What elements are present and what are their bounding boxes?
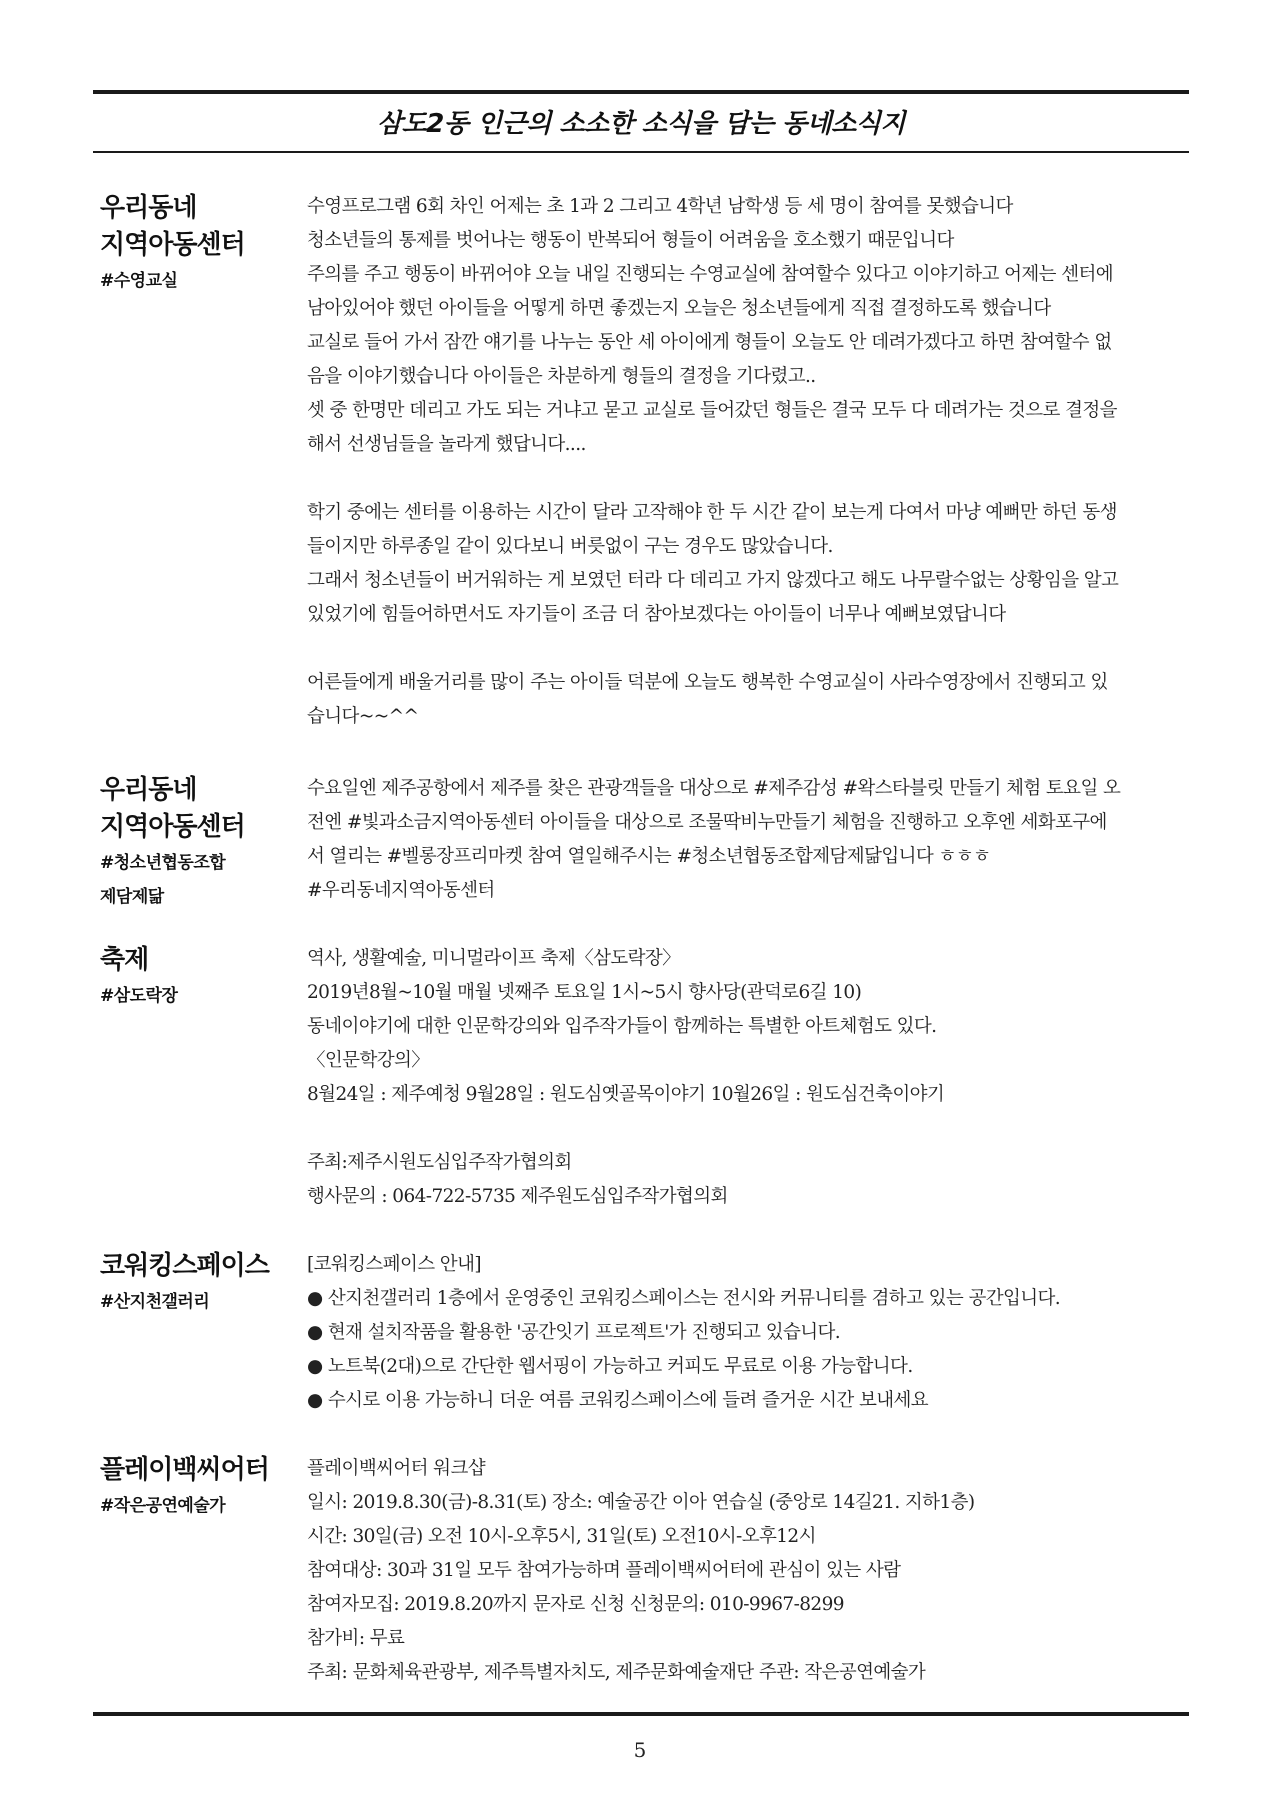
section-title-line: 우리동네 (100, 775, 197, 805)
body-line: 있었기에 힘들어하면서도 자기들이 조금 더 참아보겠다는 아이들이 너무나 예뻐보였답니다 (307, 604, 1006, 625)
paragraph-spacer (307, 1112, 1192, 1146)
section-title-line: 플레이백씨어터 (100, 1455, 269, 1485)
section-hashtag: #삼도락장 (100, 986, 178, 1006)
body-line: 어른들에게 배울거리를 많이 주는 아이들 덕분에 오늘도 행복한 수영교실이 사라수영장에서 진행되고 있 (307, 672, 1108, 693)
paragraph-spacer (307, 632, 1192, 666)
body-line: 음을 이야기했습니다 아이들은 차분하게 형들의 결정을 기다렸고.. (307, 366, 816, 387)
body-line: 참여대상: 30과 31일 모두 참여가능하며 플레이백씨어터에 관심이 있는 사람 (307, 1560, 901, 1581)
body-line: 참가비: 무료 (307, 1628, 405, 1649)
body-line: 〈인문학강의〉 (307, 1050, 430, 1071)
section-body (307, 772, 1192, 908)
section-hashtag: 제담제닮 (100, 887, 164, 907)
section-body (307, 190, 1192, 734)
body-line: 동네이야기에 대한 인문학강의와 입주작가들이 함께하는 특별한 아트체험도 있다. (307, 1016, 937, 1037)
body-line: 서 열리는 #벨롱장프리마켓 참여 열일해주시는 #청소년협동조합제담제닮입니다 ㅎㅎㅎ (307, 846, 991, 867)
body-line: 주최:제주시원도심입주작가협의회 (307, 1152, 572, 1173)
footer-rule (93, 1712, 1189, 1716)
body-line: 습니다~~^^ (307, 706, 419, 727)
body-line: 행사문의 : 064-722-5735 제주원도심입주작가협의회 (307, 1186, 728, 1207)
body-line: [코워킹스페이스 안내] (307, 1254, 481, 1275)
body-line: 해서 선생님들을 놀라게 했답니다.... (307, 434, 586, 455)
bullet-line: ● 현재 설치작품을 활용한 '공간잇기 프로젝트'가 진행되고 있습니다. (307, 1322, 841, 1343)
body-line: 플레이백씨어터 워크샵 (307, 1458, 485, 1479)
body-line: 들이지만 하루종일 같이 있다보니 버릇없이 구는 경우도 많았습니다. (307, 536, 833, 557)
section-body (307, 942, 1192, 1214)
body-line: #우리동네지역아동센터 (307, 880, 495, 901)
section-heading (100, 190, 290, 298)
body-line: 셋 중 한명만 데리고 가도 되는 거냐고 묻고 교실로 들어갔던 형들은 결국 모두 다 데려가는 것으로 결정을 (307, 400, 1117, 421)
section-heading (100, 772, 290, 914)
section-hashtag: #수영교실 (100, 271, 178, 291)
section-title-line: 우리동네 (100, 193, 197, 223)
header-top-rule (93, 90, 1189, 94)
section-heading (100, 1248, 290, 1319)
body-line: 수영프로그램 6회 차인 어제는 초 1과 2 그리고 4학년 남학생 등 세 명이 참여를 못했습니다 (307, 196, 1013, 217)
bullet-line: ● 수시로 이용 가능하니 더운 여름 코워킹스페이스에 들려 즐거운 시간 보내세요 (307, 1390, 929, 1411)
body-line: 주의를 주고 행동이 바뀌어야 오늘 내일 진행되는 수영교실에 참여할수 있다고 이야기하고 어제는 센터에 (307, 264, 1114, 285)
body-line: 학기 중에는 센터를 이용하는 시간이 달라 고작해야 한 두 시간 같이 보는게 다여서 마냥 예뻐만 하던 동생 (307, 502, 1117, 523)
body-line: 주최: 문화체육관광부, 제주특별자치도, 제주문화예술재단 주관: 작은공연예술가 (307, 1662, 926, 1683)
body-line: 남아있어야 했던 아이들을 어떻게 하면 좋겠는지 오늘은 청소년들에게 직접 결정하도록 했습니다 (307, 298, 1051, 319)
section-heading (100, 942, 290, 1013)
section-body (307, 1452, 1192, 1690)
body-line: 일시: 2019.8.30(금)-8.31(토) 장소: 예술공간 이아 연습실 (중앙로 14길21. 지하1층) (307, 1492, 975, 1513)
newsletter-title: 삼도2동 인근의 소소한 소식을 담는 동네소식지 (376, 109, 906, 139)
section-title-line: 축제 (100, 945, 149, 975)
body-line: 전엔 #빛과소금지역아동센터 아이들을 대상으로 조물딱비누만들기 체험을 진행하고 오후엔 세화포구에 (307, 812, 1107, 833)
body-line: 시간: 30일(금) 오전 10시-오후5시, 31일(토) 오전10시-오후12시 (307, 1526, 816, 1547)
body-line: 8월24일 : 제주예청 9월28일 : 원도심옛골목이야기 10월26일 : 원도심건축이야기 (307, 1084, 945, 1105)
section-hashtag: #산지천갤러리 (100, 1292, 210, 1312)
body-line: 교실로 들어 가서 잠깐 얘기를 나누는 동안 세 아이에게 형들이 오늘도 안 데려가겠다고 하면 참여할수 없 (307, 332, 1112, 353)
section-body (307, 1248, 1192, 1418)
body-line: 수요일엔 제주공항에서 제주를 찾은 관광객들을 대상으로 #제주감성 #왁스타블릿 만들기 체험 토요일 오 (307, 778, 1121, 799)
page-number: 5 (633, 1738, 647, 1762)
body-line: 역사, 생활예술, 미니멀라이프 축제〈삼도락장〉 (307, 948, 681, 969)
section-hashtag: #작은공연예술가 (100, 1496, 226, 1516)
section-title-line: 코워킹스페이스 (100, 1251, 269, 1281)
header-bottom-rule (93, 151, 1189, 153)
body-line: 청소년들의 통제를 벗어나는 행동이 반복되어 형들이 어려움을 호소했기 때문입니다 (307, 230, 954, 251)
bullet-line: ● 노트북(2대)으로 간단한 웹서핑이 가능하고 커피도 무료로 이용 가능합니다. (307, 1356, 913, 1377)
section-title-line: 지역아동센터 (100, 812, 245, 842)
body-line: 2019년8월~10월 매월 넷째주 토요일 1시~5시 향사당(관덕로6길 10) (307, 982, 862, 1003)
bullet-line: ● 산지천갤러리 1층에서 운영중인 코워킹스페이스는 전시와 커뮤니티를 겸하고 있는 공간입니다. (307, 1288, 1061, 1309)
paragraph-spacer (307, 462, 1192, 496)
section-heading (100, 1452, 290, 1523)
section-hashtag: #청소년협동조합 (100, 853, 226, 873)
section-title-line: 지역아동센터 (100, 230, 245, 260)
body-line: 그래서 청소년들이 버거워하는 게 보였던 터라 다 데리고 가지 않겠다고 해도 나무랄수없는 상황임을 알고 (307, 570, 1119, 591)
body-line: 참여자모집: 2019.8.20까지 문자로 신청 신청문의: 010-9967-8299 (307, 1594, 844, 1615)
